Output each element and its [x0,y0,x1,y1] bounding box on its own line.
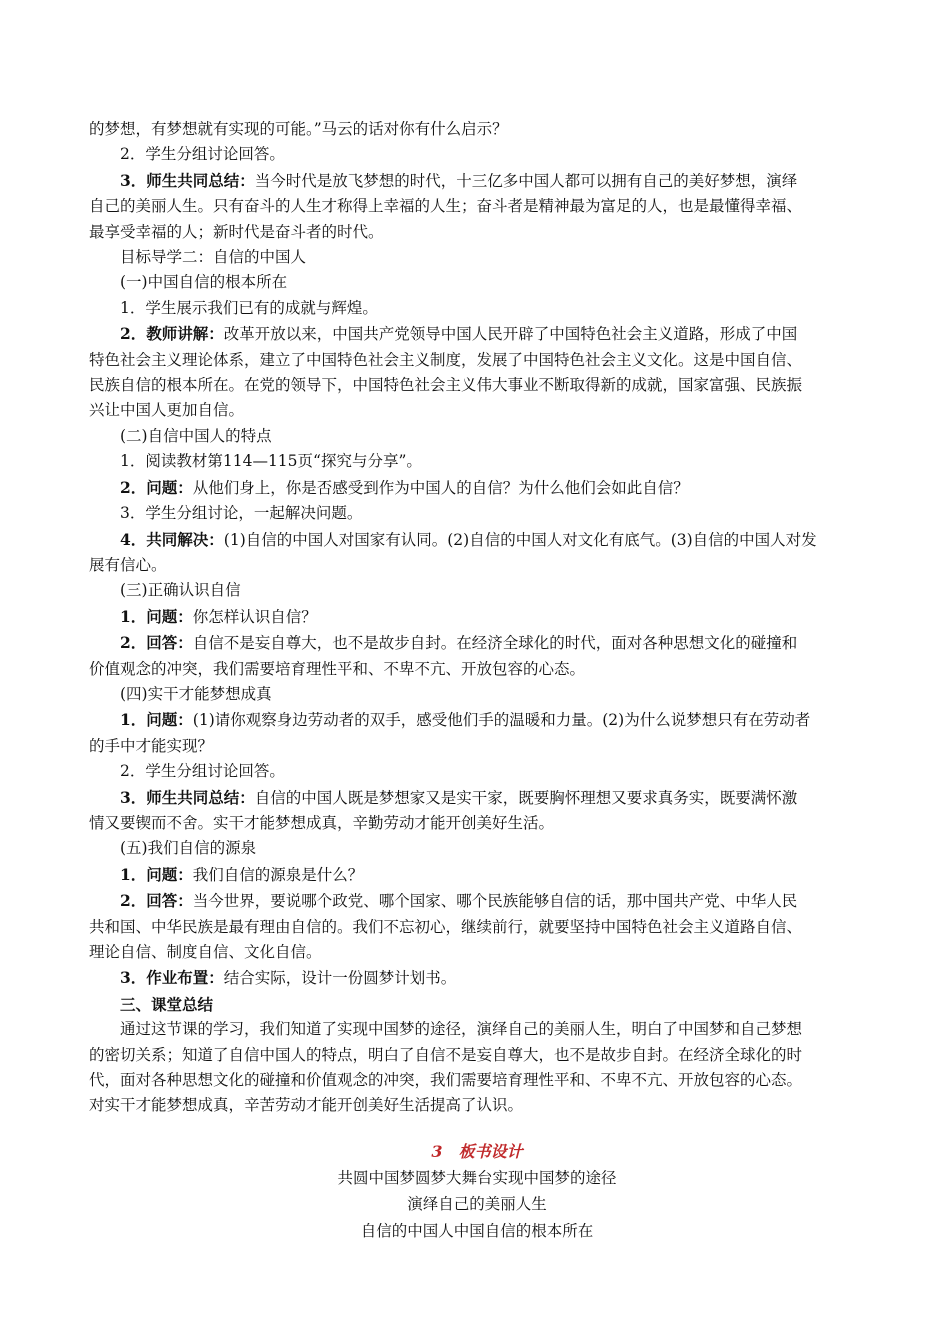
paragraph-line: 3．学生分组讨论，一起解决问题。 [120,504,363,523]
line-text: 当今时代是放飞梦想的时代，十三亿多中国人都可以拥有自己的美好梦想，演绎 [254,171,798,190]
bold-label: 1．问题： [120,710,193,730]
paragraph-line: 情又要锲而不舍。实干才能梦想成真，辛勤劳动才能开创美好生活。 [89,813,555,832]
subsection-heading: (二)自信中国人的特点 [120,426,272,445]
subsection-heading: (三)正确认识自信 [120,581,241,600]
paragraph-line [89,527,865,553]
line-text: 当今世界，要说哪个政党、哪个国家、哪个民族能够自信的话，那中国共产党、中华人民 [192,892,798,911]
bold-label: 2．教师讲解： [120,324,224,344]
bold-label: 1．问题： [120,606,193,626]
paragraph-line [89,965,865,991]
line-text: 改革开放以来，中国共产党领导中国人民开辟了中国特色社会主义道路，形成了中国 [223,325,798,344]
line-text: (1)自信的中国人对国家有认同。(2)自信的中国人对文化有底气。(3)自信的中国人对发 [223,530,817,549]
paragraph-line [89,707,865,733]
line-text: 结合实际，设计一份圆梦计划书。 [223,969,457,988]
board-line: 自信的中国人中国自信的根本所在 [360,1221,594,1240]
paragraph-line: 民族自信的根本所在。在党的领导下，中国特色社会主义伟大事业不断取得新的成就，国家富强、民族振 [89,376,803,395]
paragraph-line [89,785,865,811]
section-number: 3 [431,1141,443,1161]
paragraph-line: 展有信心。 [89,555,167,574]
subsection-heading: (一)中国自信的根本所在 [120,273,288,292]
section-title: 板书设计 [458,1141,523,1161]
paragraph-line: 1．学生展示我们已有的成就与辉煌。 [120,298,378,317]
section-heading: 目标导学二：自信的中国人 [120,248,307,267]
bold-label: 3．作业布置： [120,968,224,988]
paragraph-line: 的密切关系；知道了自信中国人的特点，明白了自信不是妄自尊大，也不是故步自封。在经济全球化的时 [89,1045,803,1064]
bold-label: 2．回答： [120,891,193,911]
paragraph-line [89,888,865,914]
board-line: 共圆中国梦圆梦大舞台实现中国梦的途径 [337,1168,617,1187]
section-heading-summary: 三、课堂总结 [120,994,214,1014]
paragraph-line: 2．学生分组讨论回答。 [120,145,285,164]
paragraph-line: 代，面对各种思想文化的碰撞和价值观念的冲突，我们需要培育理性平和、不卑不亢、开放包容的心态。 [89,1071,803,1090]
bold-label: 4．共同解决： [120,529,224,549]
bold-label: 2．问题： [120,477,193,497]
bold-label: 2．回答： [120,633,193,653]
subsection-heading: (四)实干才能梦想成真 [120,684,272,703]
paragraph-line: 自己的美丽人生。只有奋斗的人生才称得上幸福的人生；奋斗者是精神最为富足的人，也是最懂得幸福、 [89,197,803,216]
paragraph-line: 最享受幸福的人；新时代是奋斗者的时代。 [89,222,384,241]
bold-label: 3．师生共同总结： [120,170,255,190]
line-text: 我们自信的源泉是什么？ [192,865,364,884]
paragraph-line: 2．学生分组讨论回答。 [120,762,285,781]
paragraph-line: 共和国、中华民族是最有理由自信的。我们不忘初心，继续前行，就要坚持中国特色社会主义道路自信、 [89,917,803,936]
document-body [89,117,865,1244]
paragraph-line [89,475,865,501]
line-text: 从他们身上，你是否感受到作为中国人的自信？为什么他们会如此自信？ [192,478,689,497]
paragraph-line [89,630,865,656]
bold-label: 3．师生共同总结： [120,787,255,807]
paragraph-line: 对实干才能梦想成真，辛苦劳动才能开创美好生活提高了认识。 [89,1096,524,1115]
paragraph-line: 的手中才能实现？ [89,736,214,755]
paragraph-line [89,862,865,888]
board-line: 演绎自己的美丽人生 [407,1195,547,1214]
paragraph-line: 理论自信、制度自信、文化自信。 [89,943,322,961]
board-design-heading [89,1139,865,1165]
paragraph-line [89,168,865,194]
line-text: 你怎样认识自信？ [192,607,317,626]
paragraph-line: 兴让中国人更加自信。 [89,401,245,420]
paragraph-line: 1．阅读教材第114—115页“探究与分享”。 [120,452,422,471]
paragraph-line [89,321,865,347]
paragraph-line: 价值观念的冲突，我们需要培育理性平和、不卑不亢、开放包容的心态。 [89,659,586,678]
paragraph-line: 通过这节课的学习，我们知道了实现中国梦的途径，演绎自己的美丽人生，明白了中国梦和自己梦想 [120,1020,803,1039]
paragraph-line [89,604,865,630]
paragraph-line: 特色社会主义理论体系，建立了中国特色社会主义制度，发展了中国特色社会主义文化。这是中国自信、 [89,350,803,369]
subsection-heading: (五)我们自信的源泉 [120,839,257,858]
line-text: (1)请你观察身边劳动者的双手，感受他们手的温暖和力量。(2)为什么说梦想只有在劳动者 [192,711,811,730]
line-text: 自信不是妄自尊大，也不是故步自封。在经济全球化的时代，面对各种思想文化的碰撞和 [192,634,798,653]
bold-label: 1．问题： [120,864,193,884]
line-text: 自信的中国人既是梦想家又是实干家，既要胸怀理想又要求真务实，既要满怀激 [254,788,798,807]
paragraph-line: 的梦想，有梦想就有实现的可能。”马云的话对你有什么启示？ [89,120,508,138]
